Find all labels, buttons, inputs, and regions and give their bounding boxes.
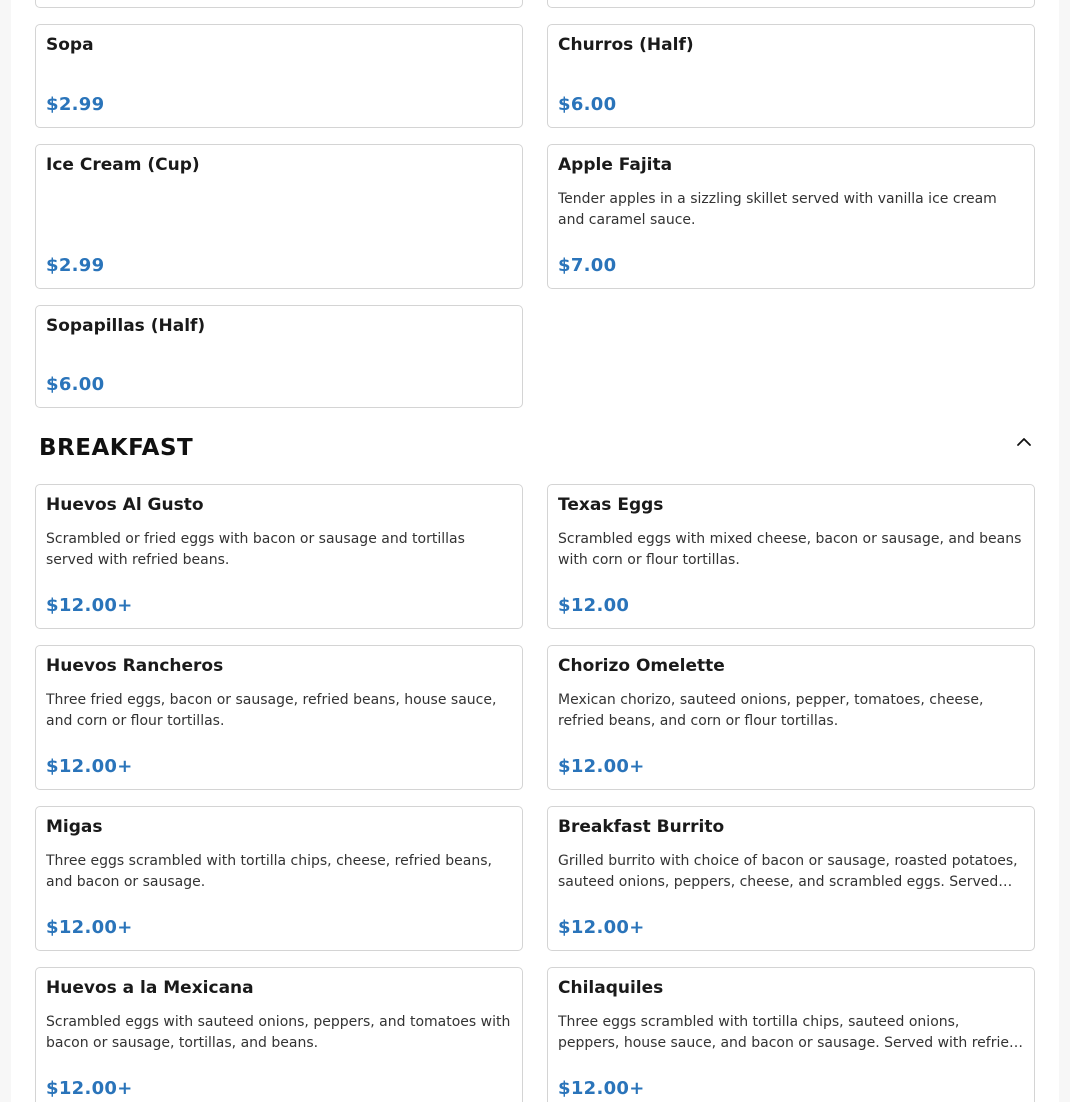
section-title: BREAKFAST bbox=[39, 435, 194, 461]
menu-item-price: $7.00 bbox=[558, 255, 617, 276]
menu-item-description: Three eggs scrambled with tortilla chips, sauteed onions, peppers, house sauce, and bacon or sausage. Served with refrie… bbox=[558, 1014, 1023, 1051]
menu-item-name: Sopapillas (Half) bbox=[46, 316, 206, 336]
menu-item-card[interactable] bbox=[35, 967, 523, 1102]
menu-page bbox=[11, 0, 1059, 1102]
menu-item-price: $2.99 bbox=[46, 255, 105, 276]
menu-item-description: Scrambled eggs with sauteed onions, peppers, and tomatoes with bacon or sausage, tortillas, and beans. bbox=[46, 1014, 511, 1051]
menu-item-card[interactable] bbox=[35, 806, 523, 951]
menu-item-name: Ice Cream (Cup) bbox=[46, 155, 200, 175]
menu-item-name: Huevos a la Mexicana bbox=[46, 978, 254, 998]
menu-item-description: Mexican chorizo, sauteed onions, pepper, tomatoes, cheese, refried beans, and corn or flour tortillas. bbox=[558, 692, 984, 729]
menu-item-price: $12.00+ bbox=[46, 1078, 133, 1099]
menu-item-card[interactable] bbox=[547, 645, 1035, 790]
menu-item-card[interactable] bbox=[35, 645, 523, 790]
menu-item-card[interactable] bbox=[35, 24, 523, 128]
menu-item-name: Chilaquiles bbox=[558, 978, 664, 998]
menu-item-price: $12.00+ bbox=[46, 595, 133, 616]
menu-item-price: $6.00 bbox=[558, 94, 617, 115]
menu-item-price: $12.00+ bbox=[46, 917, 133, 938]
menu-item-price: $12.00 bbox=[558, 595, 630, 616]
menu-item-name: Apple Fajita bbox=[558, 155, 673, 175]
menu-item-name: Huevos Al Gusto bbox=[46, 495, 204, 515]
menu-item-name: Sopa bbox=[46, 35, 94, 55]
menu-item-card-cut[interactable] bbox=[35, 0, 523, 8]
menu-item-price: $2.99 bbox=[46, 94, 105, 115]
menu-item-card[interactable] bbox=[547, 484, 1035, 629]
menu-item-name: Migas bbox=[46, 817, 103, 837]
menu-item-card[interactable] bbox=[547, 806, 1035, 951]
menu-item-price: $12.00+ bbox=[558, 917, 645, 938]
menu-item-description: Three fried eggs, bacon or sausage, refried beans, house sauce, and corn or flour tortillas. bbox=[46, 692, 497, 729]
menu-item-card-cut[interactable] bbox=[547, 0, 1035, 8]
menu-item-description: Tender apples in a sizzling skillet served with vanilla ice cream and caramel sauce. bbox=[558, 191, 997, 228]
menu-item-price: $6.00 bbox=[46, 374, 105, 395]
menu-item-card[interactable] bbox=[547, 144, 1035, 289]
menu-item-price: $12.00+ bbox=[46, 756, 133, 777]
menu-item-name: Texas Eggs bbox=[558, 495, 664, 515]
chevron-up-icon[interactable] bbox=[1014, 432, 1034, 452]
menu-item-card[interactable] bbox=[35, 144, 523, 289]
menu-item-price: $12.00+ bbox=[558, 1078, 645, 1099]
menu-item-description: Scrambled or fried eggs with bacon or sausage and tortillas served with refried beans. bbox=[46, 531, 465, 568]
menu-item-card[interactable] bbox=[35, 484, 523, 629]
menu-item-name: Huevos Rancheros bbox=[46, 656, 224, 676]
menu-item-description: Three eggs scrambled with tortilla chips, cheese, refried beans, and bacon or sausage. bbox=[46, 853, 492, 890]
menu-item-name: Churros (Half) bbox=[558, 35, 694, 55]
menu-item-card[interactable] bbox=[35, 305, 523, 408]
menu-item-name: Chorizo Omelette bbox=[558, 656, 725, 676]
section-header-breakfast bbox=[39, 432, 1034, 468]
menu-item-description: Grilled burrito with choice of bacon or sausage, roasted potatoes, sauteed onions, peppers, cheese, and scrambled eggs. Served… bbox=[558, 853, 1018, 890]
menu-item-price: $12.00+ bbox=[558, 756, 645, 777]
menu-item-description: Scrambled eggs with mixed cheese, bacon or sausage, and beans with corn or flour tortillas. bbox=[558, 531, 1022, 568]
menu-item-name: Breakfast Burrito bbox=[558, 817, 725, 837]
menu-item-card[interactable] bbox=[547, 24, 1035, 128]
menu-item-card[interactable] bbox=[547, 967, 1035, 1102]
